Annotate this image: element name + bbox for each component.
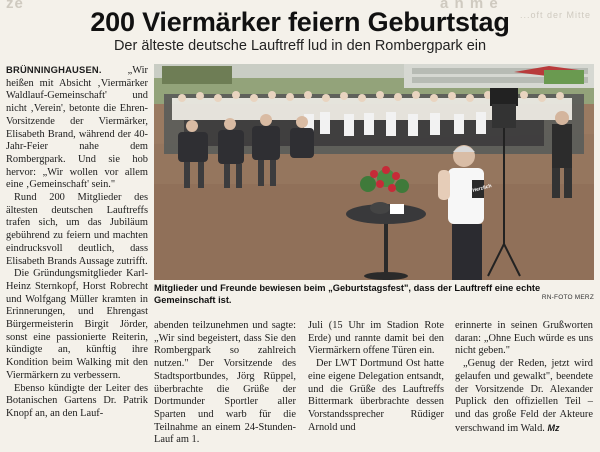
article-paragraph: Die Gründungsmitglieder Karl-Heinz Sternkopf, Horst Robrecht und Wolfgang Müller kramten in Erinnerungen, und Ehrengast Bürgermeisterin Birgit Jörder, sonst eine passionierte Reiterin, kündigte an, künftig ihre Kondition beim Walking mit den Viermärkern zu verbessern. (6, 268, 148, 381)
article-column-2 (154, 320, 296, 447)
article-paragraph (6, 64, 148, 192)
article-paragraph (455, 358, 593, 435)
article-paragraph: Juli (15 Uhr im Stadion Rote Erde) und rannte damit bei den Viermärkern offene Türen ein. (308, 320, 444, 357)
photo-credit: RN-FOTO MERZ (541, 294, 594, 301)
bleed-text-small: ...oft der Mitte (520, 10, 592, 20)
article-paragraph: Ebenso kündigte der Leiter des Botanischen Gartens Dr. Patrik Knopf an, an den Lauf- (6, 382, 148, 419)
article-column-3 (308, 320, 444, 434)
subheadline: Der älteste deutsche Lauftreff lud in den Rombergpark ein (113, 38, 487, 54)
bleed-text-left: ze (6, 0, 24, 12)
author-initials: Mz (547, 422, 560, 433)
paragraph-text: „Genug der Reden, jetzt wird gelaufen und gewalkt", beendete der Vorsitzende Dr. Alexander Puplick den offiziellen Teil – und das große Feld der Akteure verschwand im Wald. (455, 358, 593, 434)
shirt-lettering: Herzlich (471, 183, 493, 194)
article-column-1 (6, 64, 148, 421)
event-photo (154, 64, 594, 280)
event-photo-illustration (154, 64, 594, 280)
dateline: BRÜNNINGHAUSEN. (6, 64, 102, 75)
article-paragraph: abenden teilzunehmen und sagte: „Wir sind begeistert, dass Sie den Rombergpark so zahlreich nutzen." Der Vorsitzende des Stadtsportbundes, Jörg Rüppel, überbrachte die Grüße der Dortmunder Sportler aller Sparten und warb für die Teilnahme an einem 24-Stunden-Lauf am 1. (154, 320, 296, 446)
paragraph-text: „Wir heißen mit Absicht ‚Viermärker Waldlauf-Gemeinschaft' und nicht ‚Verein', betonte die Ehren-Vorsitzende der Viermärker, Elisabeth Brand, während der 40-Jahr-Feier nahe dem Rombergpark. Und sie hob hervor: „Wir wollen vor allem eine ‚Gemeinschaft' sein." (6, 65, 148, 191)
headline: 200 Viermärker feiern Geburtstag (90, 7, 510, 37)
article-paragraph: Der LWT Dortmund Ost hatte eine eigene Delegation entsandt, und die Grüße des Lauftreffs Bittermark überbrachte dessen Vorstandssprecher Rüdiger Arnold und (308, 358, 444, 433)
article-column-4 (455, 320, 593, 435)
bleed-text-right: a n m e (440, 0, 499, 12)
article-paragraph: erinnerte in seinen Grußworten daran: „Ohne Euch würde es uns nicht geben." (455, 320, 593, 357)
photo-caption: Mitglieder und Freunde bewiesen beim „Geburtstagsfest", dass der Lauftreff eine echte Gemeinschaft ist. (154, 283, 541, 305)
article-paragraph: Rund 200 Mitglieder des ältesten deutschen Lauftreffs trafen sich, um das Jubiläum gebührend zu feiern und machten eindrucksvoll deutlich, dass Elisabeth Brands Aussage zutrifft. (6, 192, 148, 267)
